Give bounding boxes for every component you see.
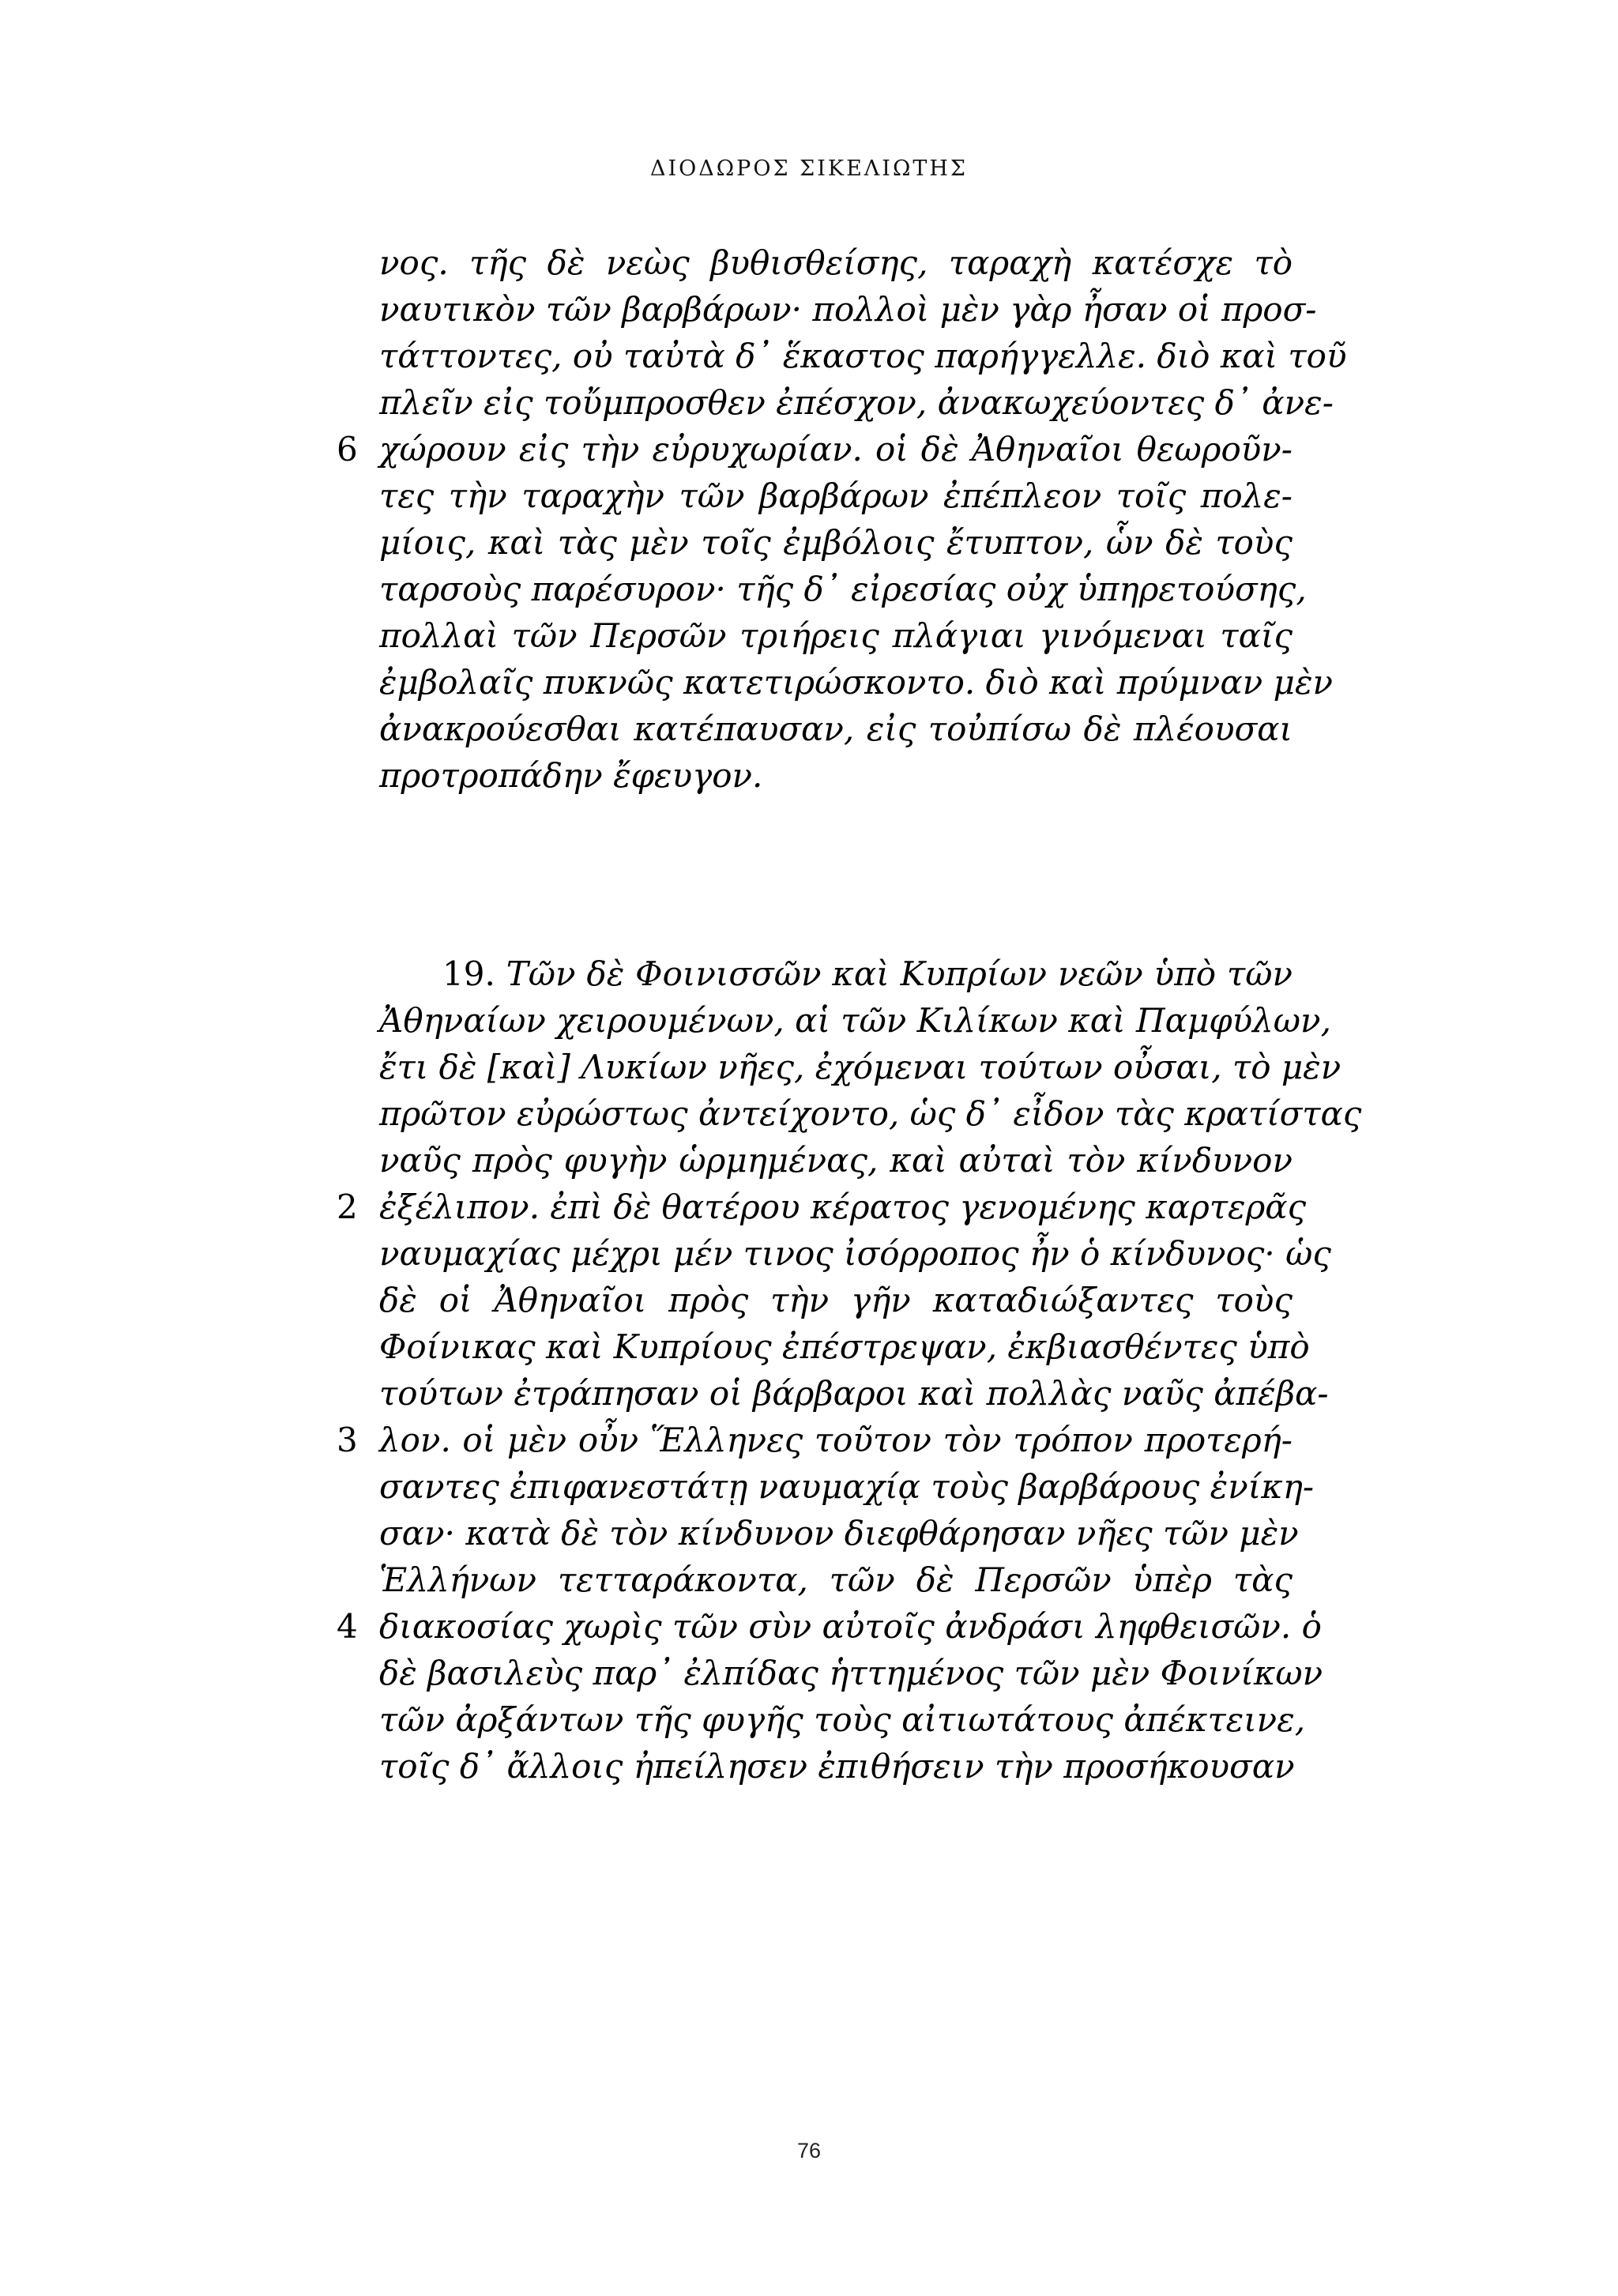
line-text: ναυτικὸν τῶν βαρβάρων· πολλοὶ μὲν γὰρ ἦσαν οἱ προσ- (379, 290, 1317, 329)
text-line (379, 1743, 1293, 1790)
text-line (379, 950, 1293, 997)
line-text: Τῶν δὲ Φοινισσῶν καὶ Κυπρίων νεῶν ὑπὸ τῶν (506, 954, 1293, 993)
line-text: δὲ οἱ Ἀθηναῖοι πρὸς τὴν γῆν καταδιώξαντες τοὺς (379, 1281, 1293, 1319)
line-text: ναυμαχίας μέχρι μέν τινος ἰσόρροπος ἦν ὁ κίνδυνος· ὡς (379, 1234, 1331, 1273)
line-text: λον. οἱ μὲν οὖν Ἕλληνες τοῦτον τὸν τρόπον προτερή- (379, 1421, 1293, 1459)
text-line (379, 472, 1293, 519)
line-text: Ἀθηναίων χειρουμένων, αἱ τῶν Κιλίκων καὶ Παμφύλων, (379, 1001, 1331, 1040)
text-line (337, 426, 1293, 472)
line-text: διακοσίας χωρὶς τῶν σὺν αὐτοῖς ἀνδράσι ληφθεισῶν. ὁ (379, 1607, 1322, 1646)
text-line (379, 659, 1334, 706)
text-line (379, 997, 1331, 1044)
text-line (379, 752, 1293, 799)
page-number: 76 (796, 2139, 822, 2162)
line-text: πλεῖν εἰς τοὔμπροσθεν ἐπέσχον, ἀνακωχεύοντες δ᾿ ἀνε- (379, 383, 1334, 422)
line-text: τοῖς δ᾿ ἄλλοις ἠπείλησεν ἐπιθήσειν τὴν προσήκουσαν (379, 1747, 1295, 1786)
text-line (379, 1044, 1341, 1090)
line-text: προτροπάδην ἔφευγον. (379, 756, 763, 795)
text-line (379, 706, 1293, 752)
line-text: τες τὴν ταραχὴν τῶν βαρβάρων ἐπέπλεον τοῖς πολε- (379, 476, 1293, 515)
line-text: μίοις, καὶ τὰς μὲν τοῖς ἐμβόλοις ἔτυπτον, ὧν δὲ τοὺς (379, 523, 1293, 562)
text-line (379, 1556, 1293, 1603)
line-text: σαντες ἐπιφανεστάτῃ ναυμαχίᾳ τοὺς βαρβάρους ἐνίκη- (379, 1467, 1315, 1506)
text-line (379, 1696, 1306, 1743)
running-head: ΔΙΟΔΩΡΟΣ ΣΙΚΕΛΙΩΤΗΣ (650, 156, 968, 181)
line-text: ἔτι δὲ [καὶ] Λυκίων νῆες, ἐχόμεναι τούτων οὖσαι, τὸ μὲν (379, 1048, 1341, 1086)
line-text: Ἑλλήνων τετταράκοντα, τῶν δὲ Περσῶν ὑπὲρ τὰς (379, 1560, 1293, 1599)
line-text: πολλαὶ τῶν Περσῶν τριήρεις πλάγιαι γινόμεναι ταῖς (379, 616, 1293, 655)
text-line (379, 1230, 1331, 1277)
line-text: νος. τῆς δὲ νεὼς βυθισθείσης, ταραχὴ κατέσχε τὸ (379, 243, 1293, 282)
line-text: ἐμβολαῖς πυκνῶς κατετιρώσκοντο. διὸ καὶ πρύμναν μὲν (379, 663, 1334, 702)
text-line (379, 379, 1334, 426)
line-text: χώρουν εἰς τὴν εὐρυχωρίαν. οἱ δὲ Ἀθηναῖοι θεωροῦν- (379, 430, 1293, 469)
text-line (337, 1184, 1307, 1230)
text-line (379, 1463, 1315, 1510)
text-line (379, 612, 1293, 659)
section-number: 2 (337, 1188, 358, 1226)
text-line (379, 1510, 1299, 1556)
line-text: ταρσοὺς παρέσυρον· τῆς δ᾿ εἰρεσίας οὐχ ὑπηρετούσης, (379, 570, 1307, 608)
line-text: ἐξέλιπον. ἐπὶ δὲ θατέρου κέρατος γενομένης καρτερᾶς (379, 1188, 1307, 1226)
text-line (379, 1277, 1293, 1323)
line-text: σαν· κατὰ δὲ τὸν κίνδυνον διεφθάρησαν νῆες τῶν μὲν (379, 1514, 1299, 1553)
line-text: Φοίνικας καὶ Κυπρίους ἐπέστρεψαν, ἐκβιασθέντες ὑπὸ (379, 1327, 1310, 1366)
line-text: τούτων ἐτράπησαν οἱ βάρβαροι καὶ πολλὰς ναῦς ἀπέβα- (379, 1374, 1329, 1413)
chapter-number: 19. (442, 954, 495, 993)
section-number: 6 (337, 430, 358, 469)
text-line (379, 1323, 1310, 1370)
text-line (379, 1650, 1323, 1696)
text-line (337, 1603, 1322, 1650)
text-line (379, 1090, 1362, 1137)
text-line (379, 1370, 1329, 1417)
paragraph-18-continuation (337, 239, 1347, 799)
text-line (379, 519, 1293, 566)
line-text: τάττοντες, οὐ ταὐτὰ δ᾿ ἕκαστος παρήγγελλε. διὸ καὶ τοῦ (379, 337, 1347, 375)
section-number: 4 (337, 1607, 358, 1646)
line-text: ἀνακρούεσθαι κατέπαυσαν, εἰς τοὐπίσω δὲ πλέουσαι (379, 710, 1293, 748)
text-line (337, 1417, 1293, 1463)
text-line (379, 333, 1347, 379)
line-text: ναῦς πρὸς φυγὴν ὡρμημένας, καὶ αὐταὶ τὸν κίνδυνον (379, 1141, 1293, 1180)
text-line (379, 239, 1293, 286)
paragraph-19 (337, 950, 1362, 1790)
text-line (379, 566, 1307, 612)
text-line (379, 286, 1317, 333)
text-line (379, 1137, 1293, 1184)
line-text: πρῶτον εὐρώστως ἀντείχοντο, ὡς δ᾿ εἶδον τὰς κρατίστας (379, 1094, 1362, 1133)
line-text: δὲ βασιλεὺς παρ᾿ ἐλπίδας ἡττημένος τῶν μὲν Φοινίκων (379, 1654, 1323, 1692)
section-number: 3 (337, 1421, 358, 1459)
line-text: τῶν ἀρξάντων τῆς φυγῆς τοὺς αἰτιωτάτους ἀπέκτεινε, (379, 1700, 1306, 1739)
